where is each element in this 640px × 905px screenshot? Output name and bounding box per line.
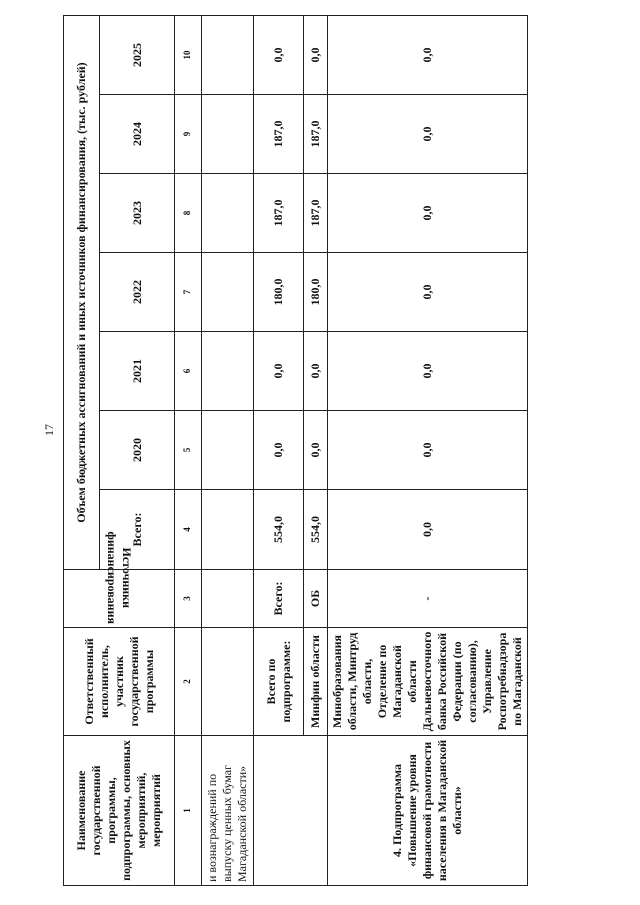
header-total: Всего: — [100, 490, 175, 570]
row-executor — [202, 628, 254, 736]
header-source: Источники финансирования — [64, 570, 175, 628]
row-value: 0,0 — [254, 332, 304, 411]
row-source: Всего: — [254, 570, 304, 628]
row-value: 0,0 — [328, 411, 528, 490]
row-value — [202, 174, 254, 253]
row-value: 0,0 — [328, 253, 528, 332]
row-value: 0,0 — [328, 95, 528, 174]
column-number: 1 — [175, 736, 202, 886]
row-name — [254, 736, 328, 886]
row-source: - — [328, 570, 528, 628]
header-year: 2021 — [100, 332, 175, 411]
row-value: 180,0 — [304, 253, 328, 332]
row-value: 180,0 — [254, 253, 304, 332]
column-number: 5 — [175, 411, 202, 490]
row-value: 554,0 — [254, 490, 304, 570]
header-name: Наименование государственной программы, подпрограммы, основных мероприятий, мероприятий — [64, 736, 175, 886]
header-executor: Ответственный исполнитель, участник государственной программы — [64, 628, 175, 736]
page-number: 17 — [42, 424, 56, 436]
table-row — [254, 15, 304, 885]
column-number: 7 — [175, 253, 202, 332]
column-number: 9 — [175, 95, 202, 174]
row-value: 0,0 — [328, 174, 528, 253]
column-number: 4 — [175, 490, 202, 570]
row-value: 187,0 — [254, 95, 304, 174]
row-executor: Всего по подпрограмме: — [254, 628, 304, 736]
header-year: 2020 — [100, 411, 175, 490]
column-number: 8 — [175, 174, 202, 253]
row-value — [202, 411, 254, 490]
column-number-row — [175, 15, 202, 885]
row-value — [202, 490, 254, 570]
row-source — [202, 570, 254, 628]
row-name: 4. Подпрограмма «Повышение уровня финансовой грамотности населения в Магаданской области» — [328, 736, 528, 886]
row-value — [202, 15, 254, 94]
column-number: 2 — [175, 628, 202, 736]
row-value: 0,0 — [254, 15, 304, 94]
header-row-1 — [64, 15, 100, 885]
column-number: 10 — [175, 15, 202, 94]
row-value — [202, 95, 254, 174]
row-value: 0,0 — [304, 332, 328, 411]
row-name: и вознаграждений по выпуску ценных бумаг Магаданской области» — [202, 736, 254, 886]
header-year: 2024 — [100, 95, 175, 174]
row-value: 187,0 — [304, 95, 328, 174]
budget-table-sheet — [63, 16, 583, 886]
column-number: 6 — [175, 332, 202, 411]
header-funding-title: Объем бюджетных ассигнований и иных источников финансирования, (тыс. рублей) — [64, 15, 100, 569]
row-source: ОБ — [304, 570, 328, 628]
row-value: 0,0 — [304, 411, 328, 490]
row-value — [202, 332, 254, 411]
header-year: 2025 — [100, 15, 175, 94]
row-value — [202, 253, 254, 332]
row-value: 187,0 — [254, 174, 304, 253]
table-row — [202, 15, 254, 885]
column-number: 3 — [175, 570, 202, 628]
row-value: 0,0 — [304, 15, 328, 94]
row-value: 187,0 — [304, 174, 328, 253]
row-value: 0,0 — [328, 490, 528, 570]
row-executor: Минобразования области, Минтруд области, Отделение по Магаданской области Дальневосточного банка Российской Федерации (по согласованию), Управление Роспотребнадзора по Магаданской — [328, 628, 528, 736]
header-year: 2023 — [100, 174, 175, 253]
row-value: 0,0 — [254, 411, 304, 490]
row-value: 554,0 — [304, 490, 328, 570]
table-row — [328, 15, 528, 885]
header-year: 2022 — [100, 253, 175, 332]
row-executor: Минфин области — [304, 628, 328, 736]
row-value: 0,0 — [328, 15, 528, 94]
row-value: 0,0 — [328, 332, 528, 411]
budget-table — [63, 15, 528, 886]
